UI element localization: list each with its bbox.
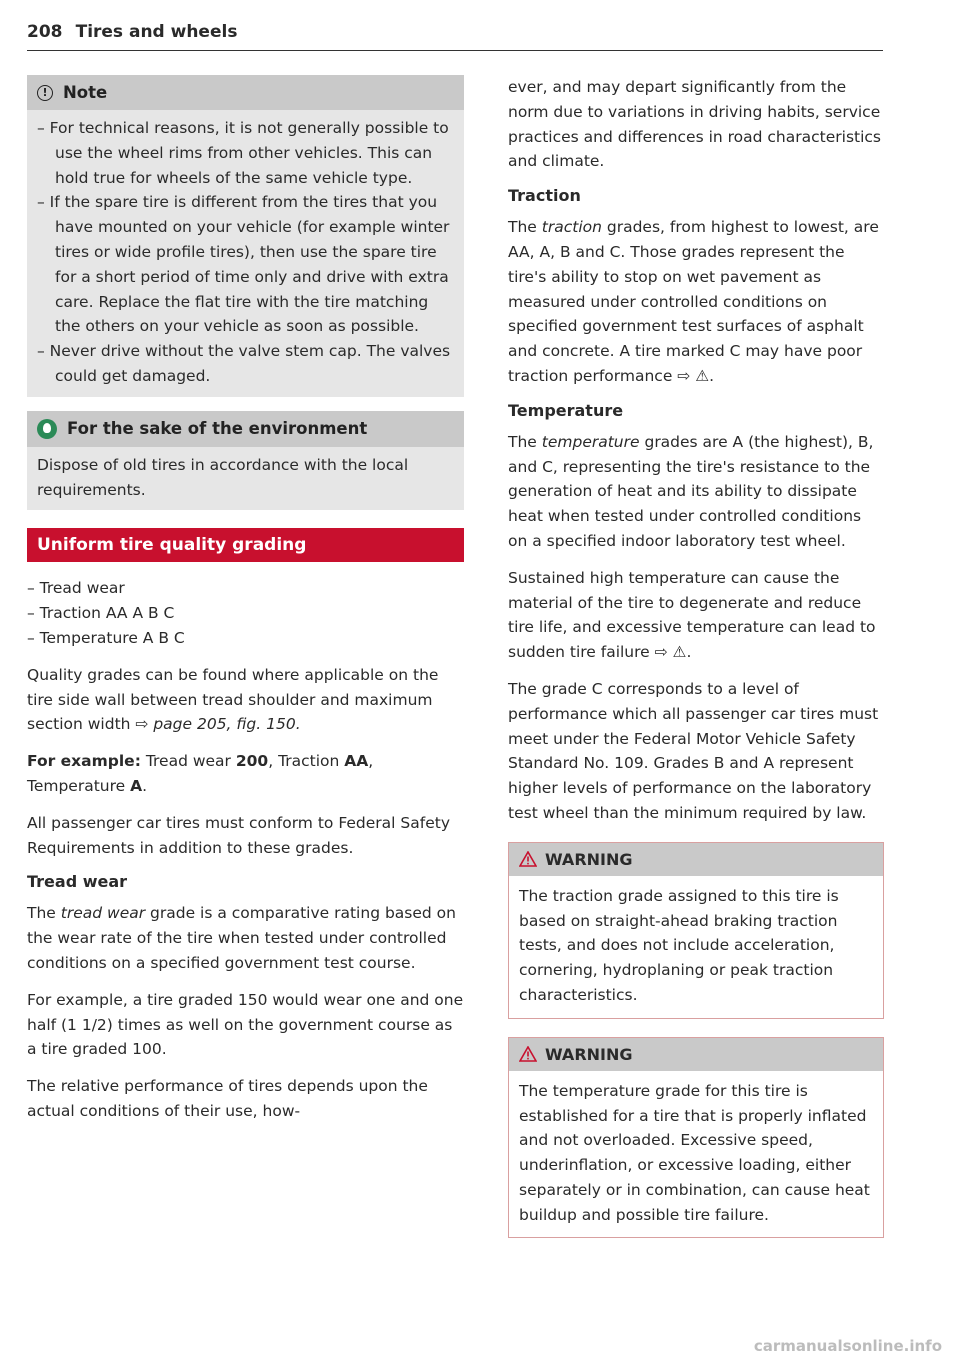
paragraph-emphasis: tread wear bbox=[60, 904, 146, 923]
list-item: – Traction AA A B C bbox=[27, 604, 175, 623]
traction-heading: Traction bbox=[508, 186, 581, 206]
example-paragraph bbox=[27, 749, 464, 799]
example-value: 200 bbox=[235, 752, 269, 771]
paragraph-text: grade is a comparative rating based on the wear rate of the tire when tested under controlled conditions on a specified government test course. bbox=[27, 904, 456, 972]
note-item: – If the spare tire is different from the tires that you have mounted on your vehicle (for example winter tires or wide profile tires), then use the spare tire for a short period of time only and drive with extra care. Replace the flat tire with the tire matching the others on your vehicle as soon as possible. bbox=[37, 193, 450, 336]
paragraph-text: The bbox=[508, 218, 542, 237]
paragraph-text: grades are A (the highest), B, and C, representing the tire's resistance to the generation of heat and its ability to dissipate heat when tested under controlled conditions on a specified indoor laboratory test wheel. bbox=[508, 432, 874, 550]
note-box bbox=[27, 75, 464, 397]
section-title: Uniform tire quality grading bbox=[27, 528, 464, 562]
right-column bbox=[508, 75, 884, 1256]
warning-triangle-icon bbox=[519, 1046, 537, 1062]
info-circle-icon: ! bbox=[37, 85, 53, 101]
list-item: – Tread wear bbox=[27, 579, 125, 598]
paragraph bbox=[27, 901, 464, 975]
watermark: carmanualsonline.info bbox=[753, 1337, 942, 1355]
left-column bbox=[27, 75, 464, 1136]
warning-body bbox=[509, 1071, 883, 1238]
note-item: – For technical reasons, it is not generally possible to use the wheel rims from other vehicles. This can hold true for wheels of the same vehicle type. bbox=[37, 119, 449, 187]
environment-header bbox=[27, 411, 464, 447]
example-text: , Traction bbox=[268, 752, 345, 771]
note-item: – Never drive without the valve stem cap. The valves could get damaged. bbox=[37, 342, 451, 385]
example-text: . bbox=[142, 776, 148, 795]
paragraph: Sustained high temperature can cause the material of the tire to degenerate and reduce tire life, and excessive temperature can lead to sudden tire failure ⇨ ⚠. bbox=[508, 568, 876, 662]
leaf-icon bbox=[37, 419, 57, 439]
example-text: , Temperature bbox=[27, 752, 374, 795]
grade-list bbox=[27, 576, 464, 650]
paragraph: All passenger car tires must conform to Federal Safety Requirements in addition to these grades. bbox=[27, 813, 450, 857]
tread-wear-heading: Tread wear bbox=[27, 872, 128, 892]
note-title: Note bbox=[63, 83, 108, 102]
warning-header bbox=[509, 1038, 883, 1071]
list-item: – Temperature A B C bbox=[27, 628, 185, 647]
environment-box bbox=[27, 411, 464, 511]
warning-header bbox=[509, 843, 883, 876]
warning-body bbox=[509, 876, 883, 1018]
warning-text: The traction grade assigned to this tire is based on straight-ahead braking traction tests, and does not include acceleration, cornering, hydroplaning or peak traction characteristics. bbox=[519, 886, 839, 1004]
paragraph bbox=[508, 215, 884, 389]
page-reference-link[interactable]: ⇨ page 205, fig. 150. bbox=[135, 715, 301, 734]
note-header bbox=[27, 75, 464, 110]
temperature-heading: Temperature bbox=[508, 400, 624, 420]
page-number: 208 bbox=[27, 22, 63, 42]
paragraph-emphasis: temperature bbox=[541, 432, 640, 451]
warning-text: The temperature grade for this tire is established for a tire that is properly inflated and not overloaded. Excessive speed, underinflation, or excessive loading, either separately or in combination, can cause heat buildup and possible tire failure. bbox=[519, 1081, 870, 1224]
paragraph: For example, a tire graded 150 would wear one and one half (1 1/2) times as well on the government course as a tire graded 100. bbox=[27, 990, 464, 1059]
paragraph-emphasis: traction bbox=[541, 218, 602, 237]
paragraph-text: Quality grades can be found where applicable on the tire side wall between tread shoulder and maximum section width bbox=[27, 665, 439, 734]
example-text: Tread wear bbox=[140, 752, 236, 771]
example-label: For example: bbox=[27, 752, 141, 771]
paragraph bbox=[27, 663, 464, 737]
page-header bbox=[27, 22, 883, 51]
paragraph-text: The bbox=[508, 432, 542, 451]
paragraph: The grade C corresponds to a level of performance which all passenger car tires must meet under the Federal Motor Vehicle Safety Standard No. 109. Grades B and A represent higher levels of performance on the laboratory test wheel than the minimum required by law. bbox=[508, 679, 879, 822]
chapter-title: Tires and wheels bbox=[75, 22, 238, 42]
warning-label: WARNING bbox=[545, 1044, 633, 1064]
paragraph-text: grades, from highest to lowest, are AA, A, B and C. Those grades represent the tire's ability to stop on wet pavement as measured under controlled conditions on specified government test surfaces of asphalt and concrete. A tire marked C may have poor traction performance ⇨ ⚠. bbox=[508, 218, 879, 385]
environment-title: For the sake of the environment bbox=[67, 419, 368, 439]
environment-text: Dispose of old tires in accordance with the local requirements. bbox=[37, 455, 409, 499]
example-value: AA bbox=[344, 752, 369, 771]
warning-triangle-icon bbox=[519, 851, 537, 867]
paragraph: The relative performance of tires depends upon the actual conditions of their use, how- bbox=[27, 1077, 428, 1120]
paragraph bbox=[508, 430, 884, 554]
note-body bbox=[27, 110, 464, 397]
warning-box bbox=[508, 1037, 884, 1239]
paragraph-text: The bbox=[27, 904, 61, 923]
warning-box bbox=[508, 842, 884, 1019]
warning-label: WARNING bbox=[545, 849, 633, 869]
paragraph: ever, and may depart significantly from the norm due to variations in driving habits, service practices and differences in road characteristics and climate. bbox=[508, 78, 881, 171]
example-value: A bbox=[130, 776, 143, 795]
environment-body bbox=[27, 447, 464, 511]
